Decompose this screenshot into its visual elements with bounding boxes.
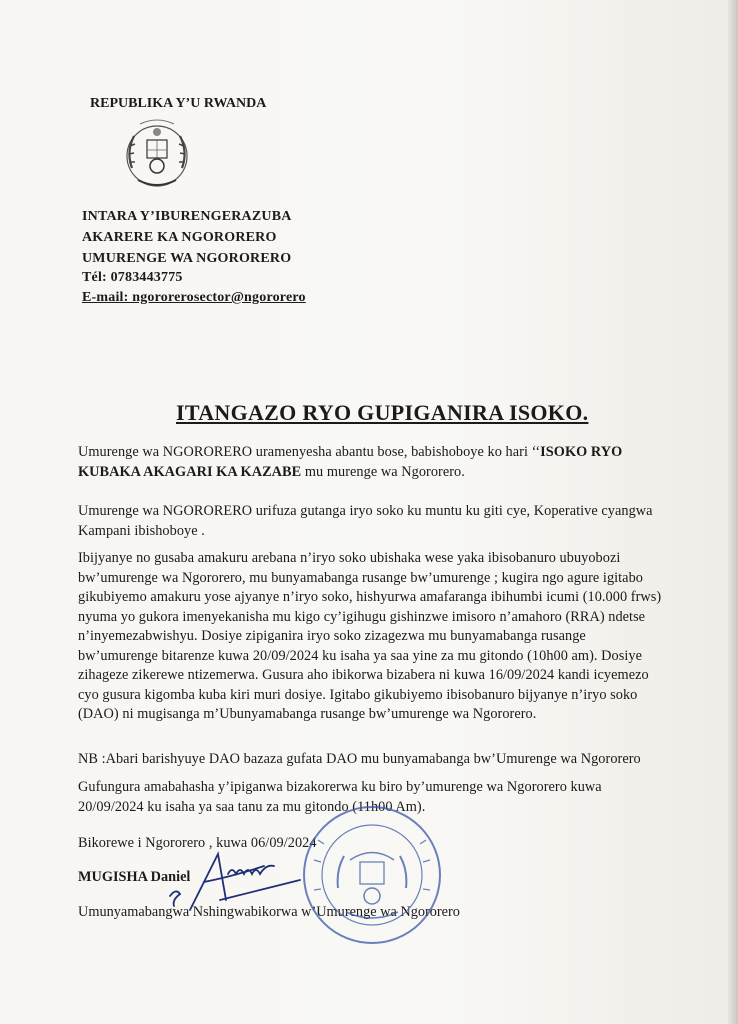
signatory-role: Umunyamabangwa Nshingwabikorwa w’Umurenge wa Ngororero — [78, 904, 460, 920]
signature-icon — [160, 840, 310, 920]
details-line: bw’umurenge bitarenze kuwa 20/09/2024 ku isaha ya saa yine za mu gitondo (10h00 am). Dosiye — [78, 647, 642, 664]
paragraph-offer — [78, 502, 698, 541]
page-edge-shadow — [728, 0, 738, 1024]
details-line: zihageze zikerewe ntizemerwa. Gusura aho ibikorwa bizabera ni kuwa 16/09/2024 kandi icyemezo — [78, 667, 649, 683]
details-line: n’inyemezabwishyu. Dosiye zipiganira iryo soko zizagezwa mu bunyamabanga rusange — [78, 628, 586, 644]
details-line: gikubiyemo amakuru yose ajyanye n’iryo soko, hishyurwa amafaranga ibihumbi icumi (10.000 frws) — [78, 589, 662, 605]
paragraph-nb: NB :Abari barishyuye DAO bazaza gufata DAO mu bunyamabanga bw’Umurenge wa Ngororero — [78, 751, 641, 767]
offer-line-2: Kampani ibishoboye . — [78, 522, 205, 539]
opening-line-1: Gufungura amabahasha y’ipiganwa bizakorerwa ku biro by’umurenge wa Ngororero kuwa — [78, 779, 602, 795]
place-date: Bikorewe i Ngororero , kuwa 06/09/2024 — [78, 835, 317, 851]
signatory-name: MUGISHA Daniel — [78, 869, 191, 885]
official-stamp-icon — [288, 800, 456, 950]
notice-title: ITANGAZO RYO GUPIGANIRA ISOKO. — [176, 400, 589, 425]
sector-line: UMURENGE WA NGORORERO — [82, 251, 292, 266]
details-line: bw’umurenge wa Ngororero, mu bunyamabanga rusange bw’umurenge ; kugira ngo agure igitabo — [78, 569, 643, 586]
paragraph-intro — [78, 443, 698, 482]
email-line[interactable]: E-mail: ngororerosector@ngororero — [82, 290, 306, 305]
paragraph-details — [78, 549, 700, 725]
details-line: Ibijyanye no gusaba amakuru arebana n’iryo soko ubishaka wese yaka ibisobanuro ubuyobozi — [78, 550, 621, 566]
opening-line-2: 20/09/2024 ku isaha ya saa tanu za mu gitondo (11h00 Am). — [78, 798, 426, 815]
district-line: AKARERE KA NGORORERO — [82, 230, 277, 245]
republic-heading: REPUBLIKA Y’U RWANDA — [90, 96, 267, 111]
rwanda-emblem-icon — [118, 116, 196, 196]
intro-line-1: Umurenge wa NGORORERO uramenyesha abantu bose, babishoboye ko hari ‘‘ — [78, 444, 541, 460]
details-line: cyo gusura kigomba kuba kiri muri dosiye. Igitabo gikubiyemo ibisobanuro bijyanye n’iryo soko — [78, 686, 638, 703]
details-line: (DAO) ni mugisanga m’Ubunyamabanga rusange bw’umurenge wa Ngororero. — [78, 706, 537, 722]
details-line: nyuma yo gukora imenyekanisha mu kigo cy’igihugu gishinzwe imisoro n’amahoro (RRA) ndetse — [78, 608, 646, 625]
intro-line-2: mu murenge wa Ngororero. — [304, 463, 465, 480]
phone-line: Tél: 0783443775 — [82, 270, 183, 285]
intro-bold-a: ISOKO RYO — [540, 444, 623, 460]
intro-bold-b: KUBAKA AKAGARI KA KAZABE — [78, 463, 302, 480]
province-line: INTARA Y’IBURENGERAZUBA — [82, 209, 292, 224]
offer-line-1: Umurenge wa NGORORERO urifuza gutanga iryo soko ku muntu ku giti cye, Koperative cyangwa — [78, 503, 653, 519]
